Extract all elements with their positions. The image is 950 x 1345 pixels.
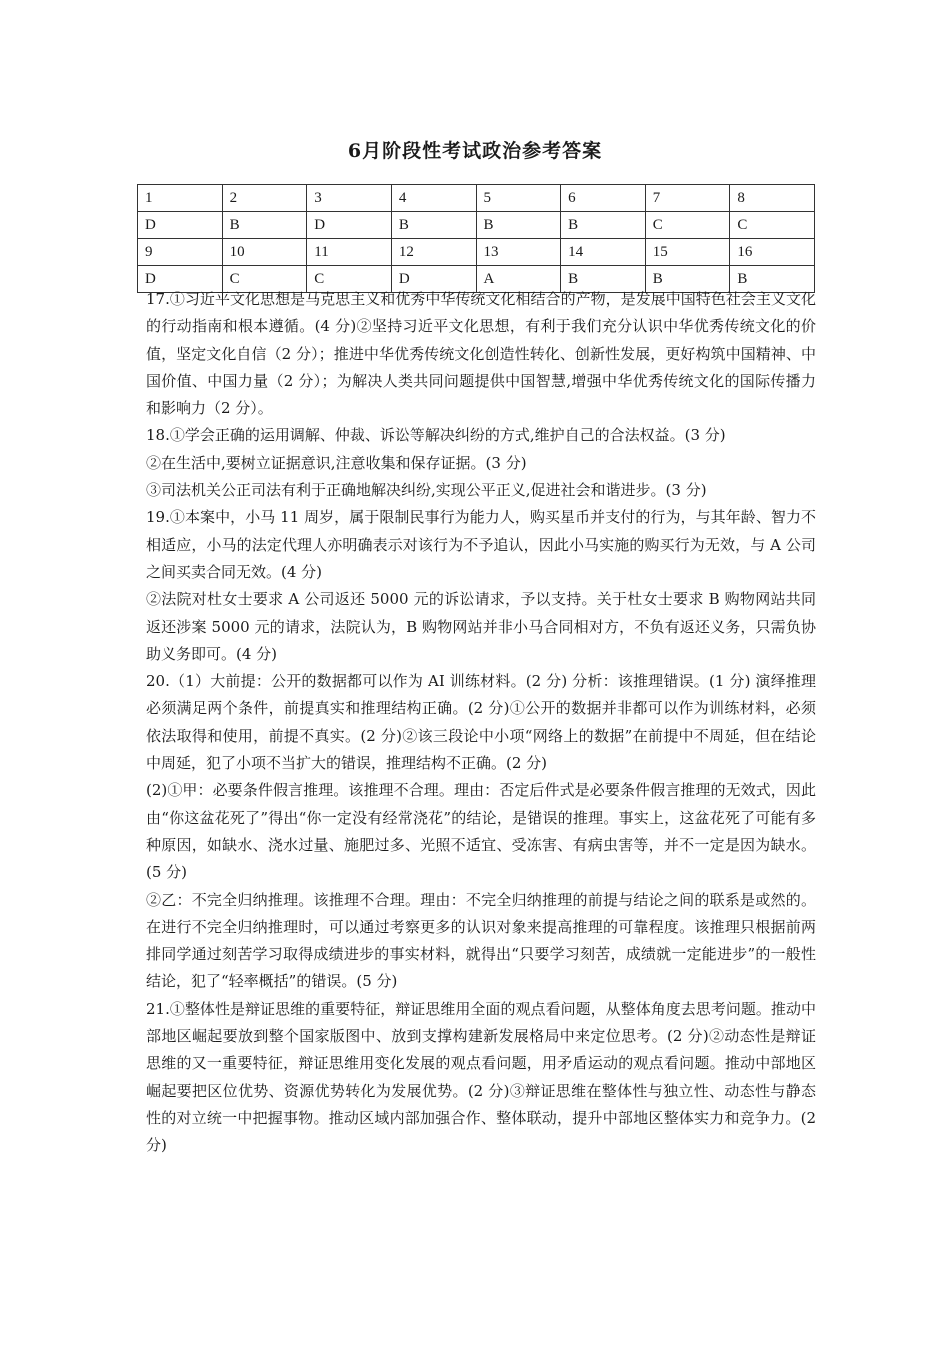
question-number-cell: 6	[561, 185, 646, 212]
answer-cell: B	[222, 212, 307, 239]
page-title: 6月阶段性考试政治参考答案	[347, 140, 603, 162]
table-row	[138, 185, 815, 212]
question-number-cell: 2	[222, 185, 307, 212]
question-number-cell: 5	[476, 185, 561, 212]
question-number-cell: 8	[730, 185, 815, 212]
answer-paragraph-q18-3: ③司法机关公正司法有利于正确地解决纠纷,实现公平正义,促进社会和谐进步。(3 分)	[146, 481, 707, 500]
question-number-cell: 15	[645, 239, 730, 266]
answer-cell: B	[561, 212, 646, 239]
question-number-cell: 14	[561, 239, 646, 266]
answer-cell: D	[307, 212, 392, 239]
answer-paragraph-q20-1: 20.（1）大前提：公开的数据都可以作为 AI 训练材料。(2 分) 分析：该推理错误。(1 分) 演绎推理必须满足两个条件，前提真实和推理结构正确。(2 分)①公开的数据并非都可以作为训练材料，必须依法取得和使用，前提不真实。(2 分)②该三段论中小项“网络上的数据”在前提中不周延，但在结论中周延，犯了小项不当扩大的错误，推理结构不正确。(2 分)	[146, 672, 816, 773]
answer-table	[137, 184, 815, 293]
answer-cell: C	[222, 266, 307, 293]
question-number-cell: 4	[391, 185, 476, 212]
answer-paragraph-q17: 17.①习近平文化思想是马克思主义和优秀中华传统文化相结合的产物，是发展中国特色社会主义文化的行动指南和根本遵循。(4 分)②坚持习近平文化思想，有利于我们充分认识中华优秀传统文化的价值，坚定文化自信（2 分）；推进中华优秀传统文化创造性转化、创新性发展，更好构筑中国精神、中国价值、中国力量（2 分）；为解决人类共同问题提供中国智慧,增强中华优秀传统文化的国际传播力和影响力（2 分）。	[146, 290, 816, 418]
question-number-cell: 7	[645, 185, 730, 212]
answer-cell: B	[561, 266, 646, 293]
table-row	[138, 239, 815, 266]
answer-cell: D	[138, 266, 223, 293]
answer-cell: D	[391, 266, 476, 293]
answer-paragraph-q20-2a: (2)①甲：必要条件假言推理。该推理不合理。理由：否定后件式是必要条件假言推理的无效式，因此由“你这盆花死了”得出“你一定没有经常浇花”的结论，是错误的推理。事实上，这盆花死了可能有多种原因，如缺水、浇水过量、施肥过多、光照不适宜、受冻害、有病虫害等，并不一定是因为缺水。(5 分)	[146, 781, 816, 882]
question-number-cell: 12	[391, 239, 476, 266]
question-number-cell: 13	[476, 239, 561, 266]
answer-paragraph-q18-1: 18.①学会正确的运用调解、仲裁、诉讼等解决纠纷的方式,维护自己的合法权益。(3 分)	[146, 426, 726, 445]
answer-cell: C	[645, 212, 730, 239]
question-number-cell: 9	[138, 239, 223, 266]
question-number-cell: 11	[307, 239, 392, 266]
answer-cell: B	[730, 266, 815, 293]
question-number-cell: 3	[307, 185, 392, 212]
answer-cell: C	[730, 212, 815, 239]
answer-paragraph-q19-2: ②法院对杜女士要求 A 公司返还 5000 元的诉讼请求，予以支持。关于杜女士要求 B 购物网站共同返还涉案 5000 元的请求，法院认为，B 购物网站并非小马合同相对方，不负有返还义务，只需负协助义务即可。(4 分)	[146, 590, 816, 663]
question-number-cell: 10	[222, 239, 307, 266]
answer-paragraph-q20-2b: ②乙：不完全归纳推理。该推理不合理。理由：不完全归纳推理的前提与结论之间的联系是或然的。在进行不完全归纳推理时，可以通过考察更多的认识对象来提高推理的可靠程度。该推理只根据前两排同学通过刻苦学习取得成绩进步的事实材料，就得出“只要学习刻苦，成绩就一定能进步”的一般性结论，犯了“轻率概括”的错误。(5 分)	[146, 890, 816, 991]
answer-cell: B	[645, 266, 730, 293]
answer-paragraph-q18-2: ②在生活中,要树立证据意识,注意收集和保存证据。(3 分)	[146, 453, 527, 472]
answer-cell: A	[476, 266, 561, 293]
answer-paragraph-q21: 21.①整体性是辩证思维的重要特征，辩证思维用全面的观点看问题，从整体角度去思考问题。推动中部地区崛起要放到整个国家版图中、放到支撑构建新发展格局中来定位思考。(2 分)②动态性是辩证思维的又一重要特征，辩证思维用变化发展的观点看问题，用矛盾运动的观点看问题。推动中部地区崛起要把区位优势、资源优势转化为发展优势。(2 分)③辩证思维在整体性与独立性、动态性与静态性的对立统一中把握事物。推动区域内部加强合作、整体联动，提升中部地区整体实力和竞争力。(2 分)	[146, 999, 816, 1155]
question-number-cell: 1	[138, 185, 223, 212]
answer-cell: B	[391, 212, 476, 239]
question-number-cell: 16	[730, 239, 815, 266]
table-row	[138, 212, 815, 239]
answer-cell: B	[476, 212, 561, 239]
answer-cell: D	[138, 212, 223, 239]
answer-paragraph-q19-1: 19.①本案中，小马 11 周岁，属于限制民事行为能力人，购买星币并支付的行为，与其年龄、智力不相适应，小马的法定代理人亦明确表示对该行为不予追认，因此小马实施的购买行为无效，与 A 公司之间买卖合同无效。(4 分)	[146, 508, 816, 581]
answer-cell: C	[307, 266, 392, 293]
answer-text-body	[146, 286, 816, 1160]
